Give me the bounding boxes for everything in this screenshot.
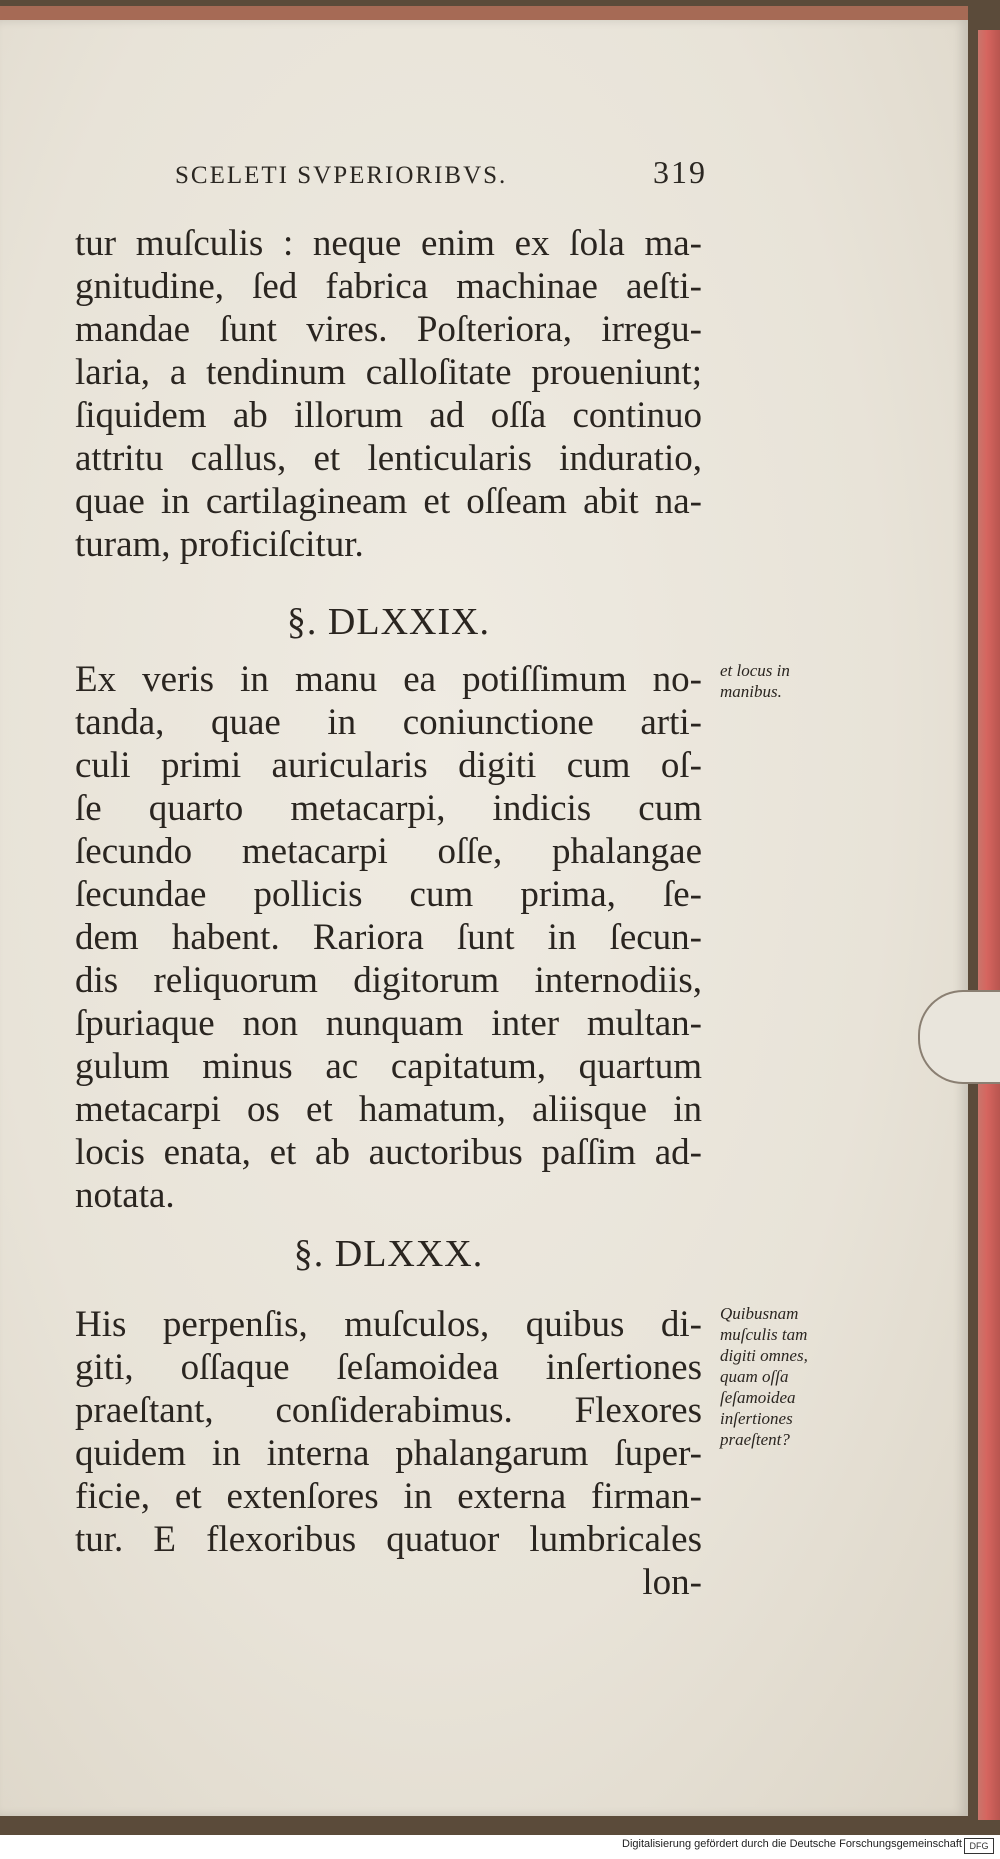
page-header (120, 154, 715, 198)
catchword: lon- (642, 1562, 702, 1603)
text-line: ſpuriaque non nunquam inter multan- (75, 1003, 702, 1044)
text-line: praeſtant, conſiderabimus. Flexores (75, 1390, 702, 1431)
page-number: 319 (653, 154, 707, 190)
text-line: quae in cartilagineam et oſſeam abit na- (75, 481, 702, 522)
margin-note-line: manibus. (720, 682, 782, 701)
margin-note-line: digiti omnes, (720, 1346, 808, 1365)
margin-note-line: ſeſamoidea (720, 1388, 796, 1407)
text-line: ſiquidem ab illorum ad oſſa continuo (75, 395, 702, 436)
footer-credit: Digitalisierung gefördert durch die Deutsche Forschungsgemeinschaft (622, 1838, 962, 1850)
text-line: dem habent. Rariora ſunt in ſecun- (75, 917, 702, 958)
running-head: SCELETI SVPERIORIBVS. (175, 162, 508, 189)
text-line: laria, a tendinum calloſitate proueniunt; (75, 352, 702, 393)
margin-note-line: muſculis tam (720, 1325, 808, 1344)
text-line: ficie, et extenſores in externa firman- (75, 1476, 702, 1517)
text-line: ſecundae pollicis cum prima, ſe- (75, 874, 702, 915)
text-line: tanda, quae in coniunctione arti- (75, 702, 702, 743)
page-edge (978, 30, 1000, 1820)
text-line: locis enata, et ab auctoribus paſſim ad- (75, 1132, 702, 1173)
margin-note-1 (720, 660, 860, 702)
text-line: dis reliquorum digitorum internodiis, (75, 960, 702, 1001)
paragraph-2 (75, 658, 702, 1217)
dfg-logo: DFG (964, 1838, 994, 1854)
paragraph-1 (75, 222, 702, 566)
section-heading-dlxxx: §. DLXXX. (293, 1233, 484, 1275)
text-line: attritu callus, et lenticularis induratio, (75, 438, 702, 479)
text-line: ſecundo metacarpi oſſe, phalangae (75, 831, 702, 872)
text-line: turam, proficiſcitur. (75, 524, 364, 565)
text-line: quidem in interna phalangarum ſuper- (75, 1433, 702, 1474)
margin-note-line: et locus in (720, 661, 790, 680)
text-line: giti, oſſaque ſeſamoidea inſertiones (75, 1347, 702, 1388)
paragraph-3 (75, 1303, 702, 1604)
margin-note-line: inſertiones (720, 1409, 793, 1428)
text-line: notata. (75, 1175, 175, 1216)
text-line: culi primi auricularis digiti cum oſ- (75, 745, 702, 786)
thumb-tab-notch (918, 990, 1000, 1084)
margin-note-line: quam oſſa (720, 1367, 789, 1386)
text-line: Ex veris in manu ea potiſſimum no- (75, 659, 702, 700)
margin-note-line: Quibusnam (720, 1304, 799, 1323)
text-line: tur muſculis : neque enim ex ſola ma- (75, 223, 702, 264)
text-line: gulum minus ac capitatum, quartum (75, 1046, 702, 1087)
text-line: gnitudine, ſed fabrica machinae aeſti- (75, 266, 702, 307)
text-line: mandae ſunt vires. Poſteriora, irregu- (75, 309, 702, 350)
section-heading-dlxxix: §. DLXXIX. (286, 601, 491, 643)
footer-bar (0, 1835, 1000, 1859)
margin-note-2 (720, 1303, 860, 1450)
text-line: metacarpi os et hamatum, aliisque in (75, 1089, 702, 1130)
text-line: ſe quarto metacarpi, indicis cum (75, 788, 702, 829)
margin-note-line: praeſtent? (720, 1430, 790, 1449)
text-line: tur. E flexoribus quatuor lumbricales (75, 1519, 702, 1560)
text-line: His perpenſis, muſculos, quibus di- (75, 1304, 702, 1345)
